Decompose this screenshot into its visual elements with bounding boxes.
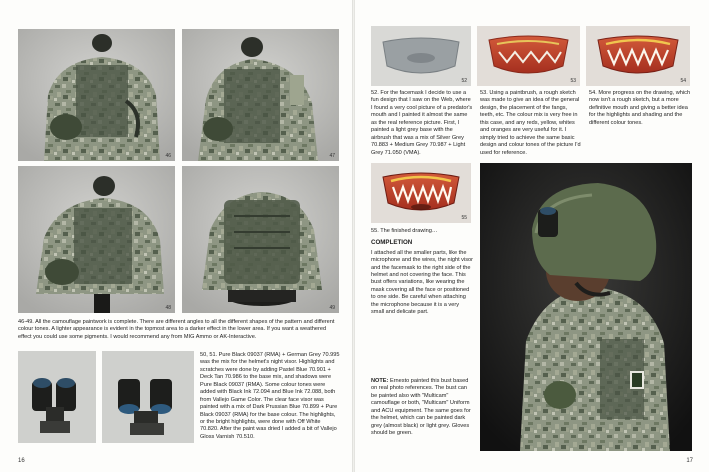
photo-48-bust-side: [18, 166, 175, 313]
photo-number: 46: [165, 153, 171, 159]
photo-54-facemask-progress: [586, 26, 690, 86]
photo-number: 49: [329, 305, 335, 311]
note-box: [371, 378, 473, 441]
photo-completed-bust: [480, 163, 692, 451]
completion-heading: COMPLETION: [371, 239, 413, 247]
completion-text: I attached all the smaller parts, like the microphone and the wires, the night visor and the facemask to the right side of the helmet and not covering the face. This bust offers variations, like wearing the mask covering all the face or positioned to one side. Be careful when attaching the microphone because it is a very small and delicate part.: [371, 249, 473, 316]
page-number-left: 16: [18, 458, 25, 464]
caption-50-51: [200, 352, 340, 444]
photo-50-night-visor: [18, 351, 96, 443]
photo-46-bust-front: [18, 29, 175, 161]
caption-52-text: 52. For the facemask I decide to use a fun design that I saw on the Web, where I found a very cool picture of a predator's mouth and I painted it almost the same as the real reference picture. First, I painted a light grey base with the airbrush that was a mix of Silver Grey 70.883 + Medium Grey 70.987 + Light Grey 71.050 (VMA).: [371, 90, 473, 156]
photo-number: 53: [570, 78, 576, 84]
left-page: [0, 0, 352, 472]
note-text: Ernesto painted this bust based on real photo references. The bust can be painted also with "Multicam" camouflage or both, "Multicam" Uniform and ACU equipment. The same goes for the helmet, which can be painted dark grey (almost black) or light grey. Gloves should be green.: [371, 378, 471, 437]
photo-number: 52: [461, 78, 467, 84]
caption-53: [480, 90, 582, 160]
caption-46-49-text: 46-49. All the camouflage paintwork is complete. There are different angles to all the different shapes of the pattern and different colour tones. A lighter appearance is evident in the topmost area to a darker effect in the lower area. If you want a weathered effect you could use some pigments. I would recommend any from MIG Ammo or AK-Interactive.: [18, 319, 335, 340]
caption-53-text: 53. Using a paintbrush, a rough sketch was made to give an idea of the general design, the placement of the fangs, teeth, etc. The colour mix is very free in this case, and any reds, yellow, whites and oranges are very useful for it. I simply tried to achieve the same basic design and colour tones of the picture I'd used for reference.: [480, 90, 581, 156]
photo-number: 55: [461, 215, 467, 221]
caption-50-51-text: 50, 51. Pure Black 09037 (RMA) + German Grey 70.995 was the mix for the helmet's night visor. Highlights and scratches were done by adding Pastel Blue 70.901 + Deck Tan 70.986 to the base mix, and shadows were Pure Black 09037 (RMA). Some colour tones were added with Black Ink 72.094 and Blue Ink 72.088, both from Vallejo Game Color. The clear face visor was painted with a mix of Dark Prussian Blue 70.899 + Pure Black 09037 (RMA) for the base colour. The highlights, or the bright highlights, were done with Off White 70.820. After the paint was dried I added a bit of Vallejo Gloss Varnish 70.510.: [200, 352, 340, 440]
photo-52-facemask-grey: [371, 26, 471, 86]
photo-number: 54: [680, 78, 686, 84]
photo-51-night-visor-angle: [102, 351, 194, 443]
caption-54-text: 54. More progress on the drawing, which now isn't a rough sketch, but a more definitive mouth and giving a better idea for the highlights and shading and the different colour tones.: [589, 90, 691, 126]
caption-52: [371, 90, 473, 160]
photo-49-bust-back: [182, 166, 339, 313]
caption-completion: [371, 228, 473, 320]
caption-54: [589, 90, 691, 130]
page-number-right: 17: [686, 458, 693, 464]
photo-47-bust-angle: [182, 29, 339, 161]
note-label: NOTE:: [371, 378, 389, 384]
caption-46-49: [18, 319, 340, 344]
photo-53-facemask-sketch: [477, 26, 580, 86]
photo-55-facemask-finished: [371, 163, 471, 223]
photo-number: 47: [329, 153, 335, 159]
caption-55-text: 55. The finished drawing…: [371, 228, 438, 234]
right-page: [355, 0, 709, 472]
photo-number: 48: [165, 305, 171, 311]
